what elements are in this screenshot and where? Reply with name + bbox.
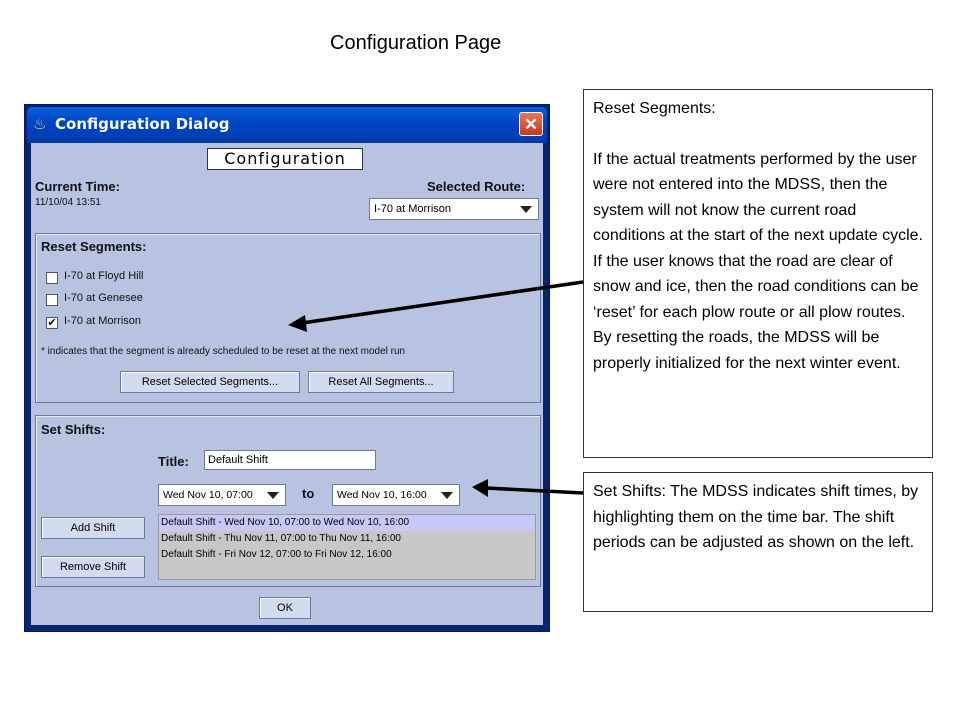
shift-title-input[interactable]: Default Shift (204, 450, 376, 470)
shift-title-label: Title: (158, 454, 189, 469)
slide-title: Configuration Page (330, 32, 502, 54)
shift-start-value: Wed Nov 10, 07:00 (163, 489, 253, 501)
configuration-heading: Configuration (207, 148, 363, 170)
current-time-value: 11/10/04 13:51 (35, 197, 101, 208)
java-cup-icon: ♨ (33, 116, 47, 133)
reset-selected-segments-button[interactable]: Reset Selected Segments... (120, 371, 300, 393)
add-shift-button[interactable]: Add Shift (41, 517, 145, 539)
close-icon: ✕ (523, 115, 539, 134)
reset-segments-label: Reset Segments: (41, 239, 147, 254)
remove-shift-button[interactable]: Remove Shift (41, 556, 145, 578)
segment-label: I-70 at Morrison (64, 315, 142, 327)
reset-note: * indicates that the segment is already scheduled to be reset at the next model run (41, 346, 406, 357)
segment-label: I-70 at Genesee (64, 292, 143, 304)
shift-list-item[interactable]: Default Shift - Wed Nov 10, 07:00 to Wed Nov 10, 16:00 (159, 515, 535, 531)
selected-route-label: Selected Route: (427, 179, 526, 194)
set-shifts-label: Set Shifts: (41, 422, 106, 437)
ok-button[interactable]: OK (259, 597, 311, 619)
to-label: to (302, 486, 315, 501)
reset-all-segments-button[interactable]: Reset All Segments... (308, 371, 454, 393)
current-time-label: Current Time: (35, 179, 120, 194)
shifts-note-body: Set Shifts: The MDSS indicates shift times, by highlighting them on the time bar. The shift periods can be adjusted as shown on the left. (593, 483, 919, 551)
shift-list-item[interactable]: Default Shift - Thu Nov 11, 07:00 to Thu Nov 11, 16:00 (161, 533, 401, 544)
dialog-title: Configuration Dialog (55, 115, 230, 133)
arrow-to-reset-panel (288, 282, 583, 332)
reset-note-heading: Reset Segments: (593, 100, 716, 117)
checkmark-icon: ✔ (47, 317, 57, 329)
shift-end-value: Wed Nov 10, 16:00 (337, 489, 427, 501)
reset-note-body: If the actual treatments performed by the user were not entered into the MDSS, then the system will not know the current road conditions at the start of the next update cycle. If the user knows that the road are clear of snow and ice, then the road conditions can be ‘reset’ for each plow route or all plow routes. By resetting the roads, the MDSS will be properly initialized for the next winter event. (593, 150, 923, 372)
segment-label: I-70 at Floyd Hill (64, 270, 144, 282)
shift-list-item[interactable]: Default Shift - Fri Nov 12, 07:00 to Fri Nov 12, 16:00 (161, 549, 392, 560)
route-select-value: I-70 at Morrison (374, 203, 452, 215)
arrow-to-shift-selects (472, 479, 583, 497)
